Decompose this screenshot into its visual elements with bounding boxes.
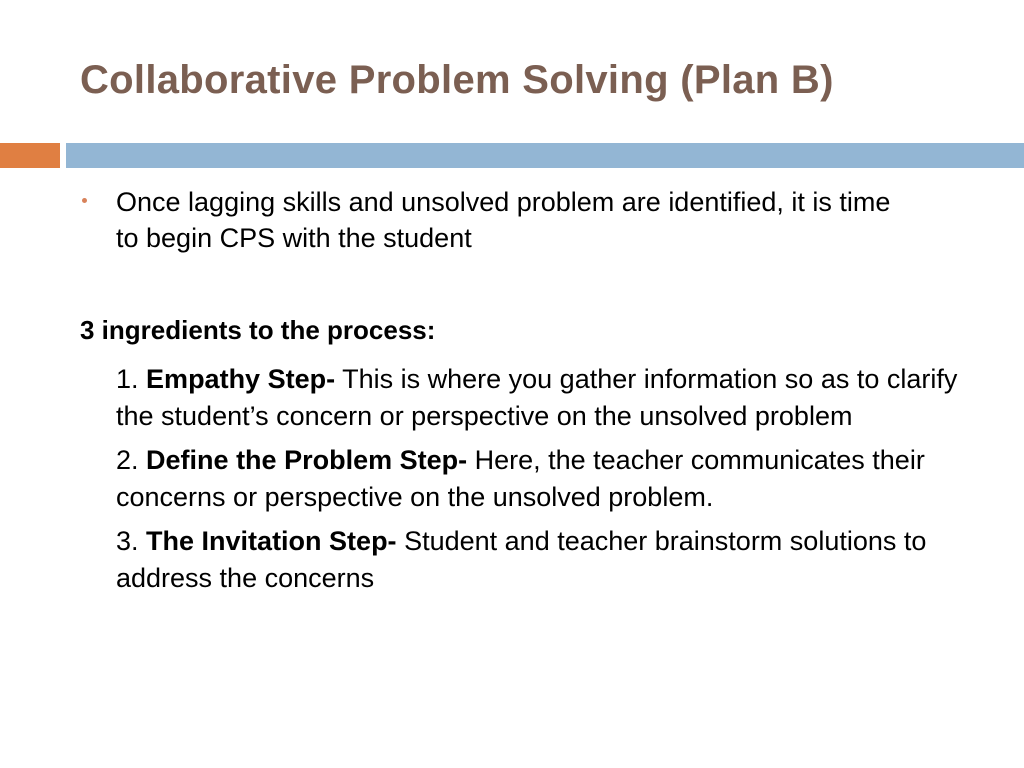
step-label: The Invitation Step-	[146, 526, 397, 556]
step-number: 1.	[116, 364, 139, 394]
slide-title: Collaborative Problem Solving (Plan B)	[80, 58, 834, 102]
step-label: Define the Problem Step-	[146, 445, 468, 475]
step-item	[116, 523, 976, 597]
step-number: 2.	[116, 445, 139, 475]
accent-bar-orange	[0, 143, 60, 168]
bullet-text: Once lagging skills and unsolved problem are identified, it is time to begin CPS with the student	[116, 187, 891, 253]
steps-list	[116, 361, 976, 604]
bullet-dot-icon	[82, 198, 87, 203]
accent-bar-blue	[66, 143, 1024, 168]
step-text: Here, the teacher communicates their concerns or perspective on the unsolved problem.	[116, 445, 925, 512]
step-text: This is where you gather information so as to clarify the student’s concern or perspective on the unsolved problem	[116, 364, 958, 431]
step-label: Empathy Step-	[146, 364, 336, 394]
step-item	[116, 442, 976, 516]
step-text: Student and teacher brainstorm solutions to address the concerns	[116, 526, 927, 593]
step-number: 3.	[116, 526, 139, 556]
section-heading: 3 ingredients to the process:	[80, 315, 436, 345]
step-item	[116, 361, 976, 435]
